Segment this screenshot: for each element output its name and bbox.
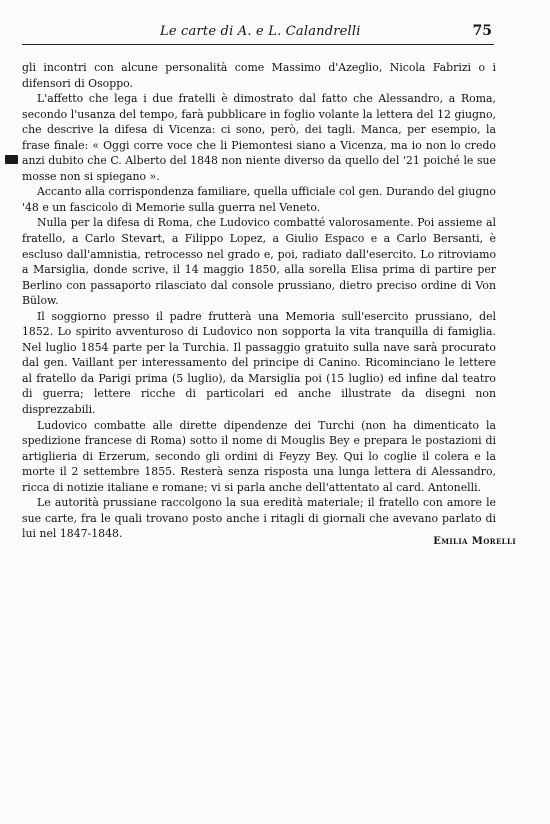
running-title: Le carte di A. e L. Calandrelli — [160, 24, 361, 39]
paragraph-1: gli incontri con alcune personalità come Massimo d'Azeglio, Nicola Fabrizi o i difensori di Osoppo. — [22, 61, 496, 90]
paragraph-4: Nulla per la difesa di Roma, che Ludovico combatté valorosamente. Poi assieme al fratello, a Carlo Stevart, a Filippo Lopez, a Giulio Espaco e a Carlo Bersanti, è escluso dall'amnistia, retrocesso nel grado e, poi, radiato dall'esercito. Lo ritroviamo a Marsiglia, donde scrive, il 14 maggio 1850, alla sorella Elisa prima di partire per Berlino con passaporto rilasciato dal console prussiano, dietro preciso ordine di Von Bülow. — [22, 216, 496, 308]
paragraph-5: Il soggiorno presso il padre frutterà una Memoria sull'esercito prussiano, del 1852. Lo spirito avventuroso di Ludovico non sopporta la vita tranquilla di famiglia. Nel luglio 1854 parte per la Turchia. Il passaggio gratuito sulla nave sarà procurato dal gen. Vaillant per interessamento del principe di Canino. Ricominciano le lettere al fratello da Parigi prima (5 luglio), da Marsiglia poi (15 luglio) ed infine dal teatro di guerra; lettere ricche di particolari ed anche illustrate da disegni non disprezzabili. — [22, 309, 496, 417]
author-signature: Emilia Morelli — [433, 536, 516, 547]
paragraph-7: Le autorità prussiane raccolgono la sua eredità materiale; il fratello con amore le sue carte, fra le quali trovano posto anche i ritagli di giornali che avevano parlato di lui nel 1847-1848. — [22, 496, 496, 541]
page-number: 75 — [472, 23, 492, 39]
article-body — [22, 60, 496, 542]
paragraph-3: Accanto alla corrispondenza familiare, quella ufficiale col gen. Durando del giugno '48 e un fascicolo di Memorie sulla guerra nel Veneto. — [22, 185, 496, 214]
paragraph-6: Ludovico combatte alle dirette dipendenze dei Turchi (non ha dimenticato la spedizione francese di Roma) sotto il nome di Mouglis Bey e prepara le postazioni di artiglieria di Erzerum, secondo gli ordini di Feyzy Bey. Qui lo coglie il colera e la morte il 2 settembre 1855. Resterà senza risposta una lunga lettera di Alessandro, ricca di notizie italiane e romane; vi si parla anche dell'attentato al card. Antonelli. — [22, 418, 496, 494]
running-header — [22, 22, 494, 45]
margin-ink-mark — [5, 155, 18, 164]
paragraph-2: L'affetto che lega i due fratelli è dimostrato dal fatto che Alessandro, a Roma, secondo l'usanza del tempo, farà pubblicare in foglio volante la lettera del 12 giugno, che descrive la difesa di Vicenza: ci sono, però, dei tagli. Manca, per esempio, la frase finale: « Oggi corre voce che li Piemontesi siano a Vicenza, ma io non lo credo anzi dubito che C. Alberto del 1848 non niente diverso da quello del '21 poiché le sue mosse non si spiegano ». — [22, 92, 496, 183]
